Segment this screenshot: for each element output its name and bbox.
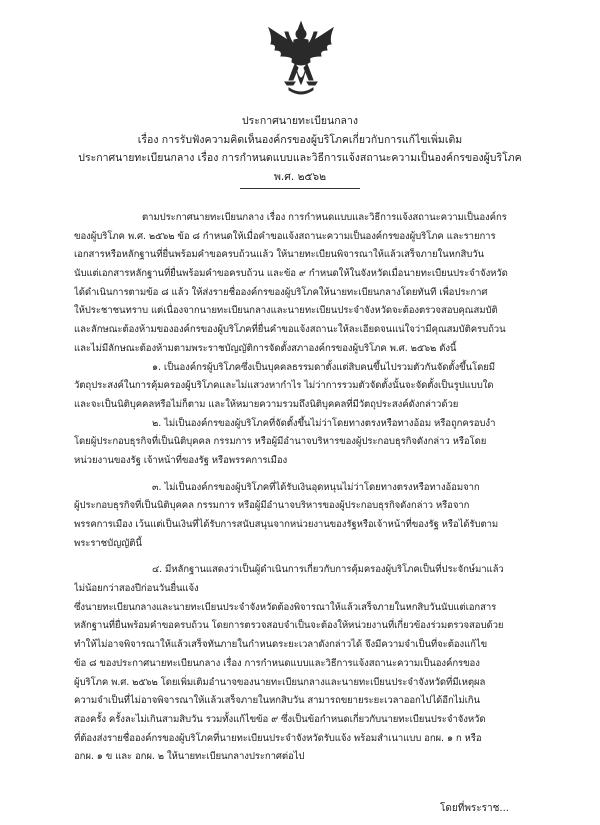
text-line: ให้ประชาชนทราบ แต่เนื่องจากนายทะเบียนกลางและนายทะเบียนประจำจังหวัดจะต้องตรวจสอบคุณสมบัติ bbox=[74, 305, 498, 317]
text-line: วัตถุประสงค์ในการคุ้มครองผู้บริโภคและไม่แสวงหากำไร ไม่ว่าการรวมตัวจัดตั้งนั้นจะจัดตั้งเป็นรูปแบบใด bbox=[74, 380, 494, 392]
text-line: ๓. ไม่เป็นองค์กรของผู้บริโภคที่ได้รับเงินอุดหนุนไม่ว่าโดยทางตรงหรือทางอ้อมจาก bbox=[152, 481, 480, 493]
header-divider bbox=[240, 188, 360, 189]
text-line: และไม่มีลักษณะต้องห้ามตามพระราชบัญญัติการจัดตั้งสภาองค์กรของผู้บริโภค พ.ศ. ๒๕๖๒ ดังนี้ bbox=[74, 342, 457, 354]
text-line: หลักฐานที่ยื่นพร้อมคำขอครบถ้วน โดยการตรวจสอบจำเป็นจะต้องให้หน่วยงานที่เกี่ยวข้องร่วมตรวจสอบด้วย bbox=[74, 620, 504, 632]
text-line: ๔. มีหลักฐานแสดงว่าเป็นผู้ดำเนินการเกี่ยวกับการคุ้มครองผู้บริโภคเป็นที่ประจักษ์มาแล้ว bbox=[152, 564, 504, 576]
item-4 bbox=[74, 561, 534, 598]
text-line: โดยผู้ประกอบธุรกิจที่เป็นนิติบุคคล กรรมการ หรือผู้มีอำนาจบริหารของผู้ประกอบธุรกิจดังกล่าว หรือโดย bbox=[74, 436, 487, 448]
document-body bbox=[74, 209, 534, 767]
text-line: ที่ต้องส่งรายชื่อองค์กรของผู้บริโภคที่นายทะเบียนประจำจังหวัดรับแจ้ง พร้อมสำเนาแบบ อกผ. ๑ ก หรือ bbox=[74, 732, 482, 744]
text-line: ๒. ไม่เป็นองค์กรของผู้บริโภคที่จัดตั้งขึ้นไม่ว่าโดยทางตรงหรือทางอ้อม หรือถูกครอบงำ bbox=[152, 417, 496, 429]
item-1 bbox=[74, 359, 534, 415]
text-line: ไม่น้อยกว่าสองปีก่อนวันยื่นแจ้ง bbox=[74, 583, 199, 595]
intro-paragraph bbox=[74, 209, 534, 359]
text-line: ๑. เป็นองค์กรผู้บริโภคซึ่งเป็นบุคคลธรรมดาตั้งแต่สิบคนขึ้นไปรวมตัวกันจัดตั้งขึ้นโดยมี bbox=[152, 361, 495, 373]
text-line: ผู้ประกอบธุรกิจที่เป็นนิติบุคคล กรรมการ หรือผู้มีอำนาจบริหารของผู้ประกอบธุรกิจดังกล่าว หรือจาก bbox=[74, 500, 470, 512]
subject-line-2: ประกาศนายทะเบียนกลาง เรื่อง การกำหนดแบบและวิธีการแจ้งสถานะความเป็นองค์กรของผู้บริโภค bbox=[78, 152, 522, 164]
garuda-emblem-icon bbox=[263, 18, 339, 98]
text-line: ของผู้บริโภค พ.ศ. ๒๕๖๒ ข้อ ๘ กำหนดให้เมื่อคำขอแจ้งสถานะความเป็นองค์กรของผู้บริโภค และรายการ bbox=[74, 230, 496, 242]
announcement-header bbox=[40, 112, 560, 186]
text-line: ทำให้ไม่อาจพิจารณาให้แล้วเสร็จทันภายในกำหนดระยะเวลาดังกล่าวได้ จึงมีความจำเป็นที่จะต้องแก้ไข bbox=[74, 639, 488, 651]
continuation-text: โดยที่พระราช... bbox=[440, 803, 509, 814]
text-line: ความจำเป็นที่ไม่อาจพิจารณาให้แล้วเสร็จภายในหกสิบวัน สามารถขยายระยะเวลาออกไปได้อีกไม่เกิน bbox=[74, 695, 480, 707]
text-line: เอกสารหรือหลักฐานที่ยื่นพร้อมคำขอครบถ้วนแล้ว ให้นายทะเบียนพิจารณาให้แล้วเสร็จภายในหกสิบวัน bbox=[74, 249, 484, 261]
text-line: พระราชบัญญัตินี้ bbox=[74, 537, 142, 549]
closing-paragraph bbox=[74, 599, 534, 767]
text-line: ซึ่งนายทะเบียนกลางและนายทะเบียนประจำจังหวัดต้องพิจารณาให้แล้วเสร็จภายในหกสิบวันนับแต่เอกสาร bbox=[74, 601, 497, 613]
text-line: และจะเป็นนิติบุคคลหรือไม่ก็ตาม และให้หมายความรวมถึงนิติบุคคลที่มีวัตถุประสงค์ดังกล่าวด้วย bbox=[74, 398, 459, 410]
item-2 bbox=[74, 415, 534, 471]
subject-line-1: เรื่อง การรับฟังความคิดเห็นองค์กรของผู้บริโภคเกี่ยวกับการแก้ไขเพิ่มเติม bbox=[137, 133, 463, 146]
text-line: นับแต่เอกสารหลักฐานที่ยื่นพร้อมคำขอครบถ้วน และข้อ ๙ กำหนดให้ในจังหวัดเมื่อนายทะเบียนประจำจังหวัด bbox=[74, 268, 508, 280]
text-line: อกผ. ๑ ข และ อกผ. ๒ ให้นายทะเบียนกลางประกาศต่อไป bbox=[74, 751, 305, 763]
text-line: พรรคการเมือง เว้นแต่เป็นเงินที่ได้รับการสนับสนุนจากหน่วยงานของรัฐหรือเจ้าหน้าที่ของรัฐ หรือได้รับตาม bbox=[74, 519, 499, 530]
text-line: หน่วยงานของรัฐ เจ้าหน้าที่ของรัฐ หรือพรรคการเมือง bbox=[74, 454, 288, 466]
text-line: และลักษณะต้องห้ามขององค์กรของผู้บริโภคที่ยื่นคำขอแจ้งสถานะให้ละเอียดจนแน่ใจว่ามีคุณสมบัติครบถ้วน bbox=[74, 324, 506, 336]
issuer-title: ประกาศนายทะเบียนกลาง bbox=[241, 115, 359, 127]
text-line: ข้อ ๘ ของประกาศนายทะเบียนกลาง เรื่อง การกำหนดแบบและวิธีการแจ้งสถานะความเป็นองค์กรของ bbox=[74, 657, 480, 669]
text-line: ได้ดำเนินการตามข้อ ๘ แล้ว ให้ส่งรายชื่อองค์กรของผู้บริโภคให้นายทะเบียนกลางโดยทันที เพื่อประกาศ bbox=[74, 286, 488, 298]
text-line: ผู้บริโภค พ.ศ. ๒๕๖๒ โดยเพิ่มเติมอำนาจของนายทะเบียนกลางและนายทะเบียนประจำจังหวัดที่มีเหตุผล bbox=[74, 676, 486, 688]
text-line: สองครั้ง ครั้งละไม่เกินสามสิบวัน รวมทั้งแก้ไขข้อ ๙ ซึ่งเป็นข้อกำหนดเกี่ยวกับนายทะเบียนประจำจังหวัด bbox=[74, 713, 486, 725]
text-line: ตามประกาศนายทะเบียนกลาง เรื่อง การกำหนดแบบและวิธีการแจ้งสถานะความเป็นองค์กร bbox=[142, 212, 507, 223]
item-3 bbox=[74, 479, 534, 554]
year-line: พ.ศ. ๒๕๖๒ bbox=[273, 170, 327, 183]
